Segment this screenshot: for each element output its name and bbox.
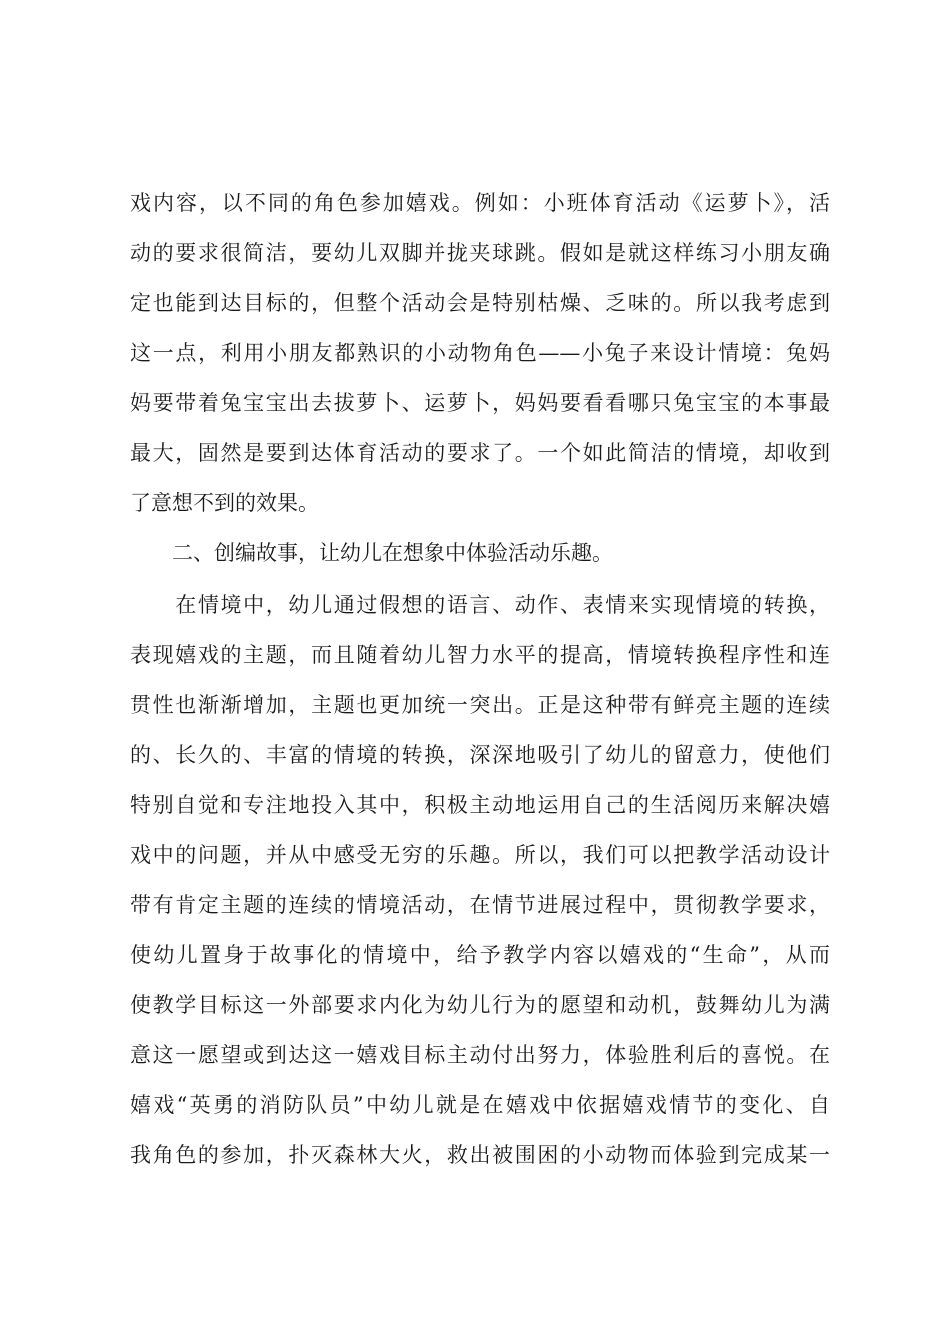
text-line: 使教学目标这一外部要求内化为幼儿行为的愿望和动机，鼓舞幼儿为满 <box>130 993 830 1017</box>
text-line: 贯性也渐渐增加，主题也更加统一突出。正是这种带有鲜亮主题的连续 <box>130 693 830 717</box>
text-line: 动的要求很简洁，要幼儿双脚并拢夹球跳。假如是就这样练习小朋友确 <box>130 241 830 265</box>
text-line: 戏内容，以不同的角色参加嬉戏。例如：小班体育活动《运萝卜》，活 <box>130 191 830 215</box>
text-line: 带有肯定主题的连续的情境活动，在情节进展过程中，贯彻教学要求， <box>130 893 830 917</box>
text-line: 的、长久的、丰富的情境的转换，深深地吸引了幼儿的留意力，使他们 <box>130 743 830 767</box>
text-line: 意这一愿望或到达这一嬉戏目标主动付出努力，体验胜利后的喜悦。在 <box>130 1043 830 1067</box>
text-line: 最大，固然是要到达体育活动的要求了。一个如此简洁的情境，却收到 <box>130 441 830 465</box>
text-line: 在情境中，幼儿通过假想的语言、动作、表情来实现情境的转换， <box>130 593 830 617</box>
text-line: 戏中的问题，并从中感受无穷的乐趣。所以，我们可以把教学活动设计 <box>130 843 830 867</box>
text-line: 表现嬉戏的主题，而且随着幼儿智力水平的提高，情境转换程序性和连 <box>130 643 830 667</box>
text-line: 妈要带着兔宝宝出去拔萝卜、运萝卜，妈妈要看看哪只兔宝宝的本事最 <box>130 391 830 415</box>
text-line: 定也能到达目标的，但整个活动会是特别枯燥、乏味的。所以我考虑到 <box>130 291 830 315</box>
text-line: 我角色的参加，扑灭森林大火，救出被围困的小动物而体验到完成某一 <box>130 1143 830 1167</box>
section-heading: 二、创编故事，让幼儿在想象中体验活动乐趣。 <box>130 541 613 565</box>
text-line: 了意想不到的效果。 <box>130 491 319 515</box>
text-line: 使幼儿置身于故事化的情境中，给予教学内容以嬉戏的“生命”，从而 <box>130 943 830 967</box>
text-line: 特别自觉和专注地投入其中，积极主动地运用自己的生活阅历来解决嬉 <box>130 793 830 817</box>
text-line: 这一点，利用小朋友都熟识的小动物角色——小兔子来设计情境：兔妈 <box>130 341 830 365</box>
text-line: 嬉戏“英勇的消防队员”中幼儿就是在嬉戏中依据嬉戏情节的变化、自 <box>130 1093 830 1117</box>
